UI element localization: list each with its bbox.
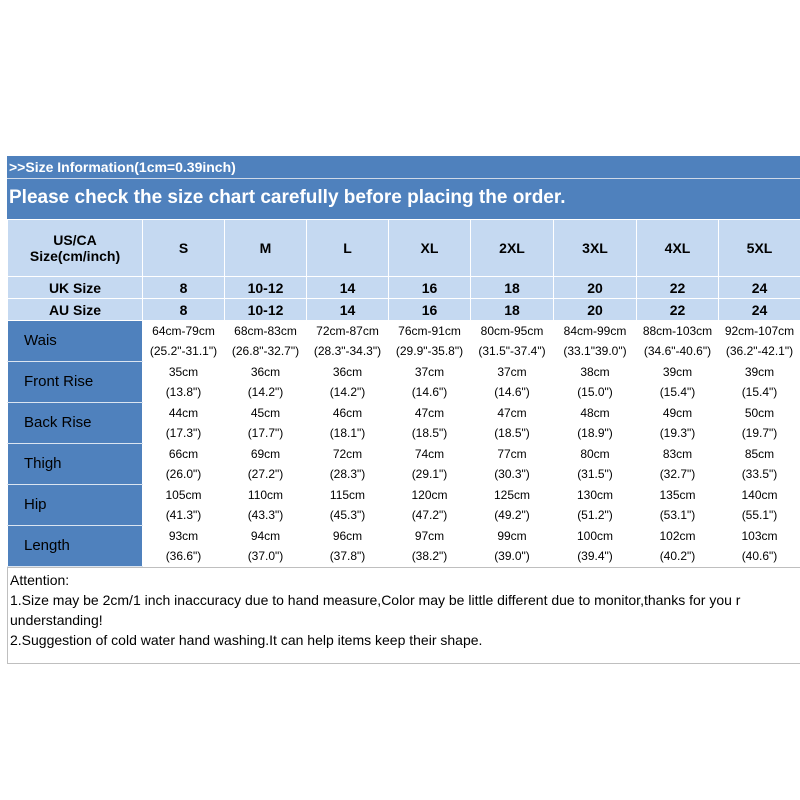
measurement-cm: 94cm (250, 529, 281, 543)
measurement-inch: (37.8") (329, 549, 366, 563)
measurement-cell (554, 485, 637, 526)
measurement-inch: (33.5") (741, 467, 778, 481)
measurement-cell (554, 321, 637, 362)
measurement-cm: 38cm (580, 365, 610, 379)
measurement-cm: 110cm (247, 488, 284, 502)
measurement-cm: 48cm (580, 406, 610, 420)
measurement-cell (143, 444, 225, 485)
measurement-cm: 76cm-91cm (398, 324, 461, 338)
measurement-inch: (45.3") (329, 508, 366, 522)
measurement-cm: 72cm (332, 447, 363, 461)
measurement-cell (143, 526, 225, 567)
measurement-cm: 135cm (659, 488, 696, 502)
attention-note-2: 2.Suggestion of cold water hand washing.It can help items keep their shape. (10, 632, 483, 648)
measurement-cell (307, 526, 389, 567)
measurement-inch: (55.1") (741, 508, 778, 522)
measurement-cell (143, 485, 225, 526)
size-table (7, 219, 800, 567)
measurement-cell (554, 526, 637, 567)
au-size-cell: 14 (307, 299, 389, 321)
measurement-label: Back Rise (8, 403, 143, 444)
measurement-cm: 72cm-87cm (316, 324, 379, 338)
measurement-cell (225, 403, 307, 444)
measurement-cell (471, 485, 554, 526)
measurement-inch: (31.5") (577, 467, 613, 481)
measurement-inch: (18.5") (494, 426, 530, 440)
measurement-cell (225, 362, 307, 403)
measurement-inch: (33.1"39.0") (563, 344, 627, 358)
measurement-cm: 74cm (414, 447, 445, 461)
size-chart (7, 156, 800, 664)
measurement-cm: 92cm-107cm (724, 324, 795, 338)
measurement-cell (307, 362, 389, 403)
measurement-cell (143, 403, 225, 444)
measurement-row (8, 444, 800, 485)
measurement-inch: (19.3") (659, 426, 696, 440)
measurement-cell (719, 526, 800, 567)
uk-size-cell: 16 (389, 277, 471, 299)
measurement-cell (471, 321, 554, 362)
measurement-cm: 36cm (250, 365, 281, 379)
measurement-cm: 39cm (662, 365, 693, 379)
measurement-cm: 64cm-79cm (152, 324, 215, 338)
measurement-label: Front Rise (8, 362, 143, 403)
measurement-cell (719, 485, 800, 526)
size-2xl: 2XL (471, 220, 554, 277)
uk-size-cell: 22 (637, 277, 719, 299)
measurement-cm: 36cm (332, 365, 363, 379)
measurement-inch: (28.3"-34.3") (313, 344, 382, 358)
measurement-inch: (53.1") (659, 508, 696, 522)
measurement-inch: (17.7") (247, 426, 284, 440)
measurement-cell (471, 403, 554, 444)
measurement-cm: 85cm (744, 447, 775, 461)
measurement-label: Wais (8, 321, 143, 362)
measurement-cm: 99cm (497, 529, 527, 543)
measurement-cm: 47cm (497, 406, 527, 420)
measurement-inch: (40.2") (659, 549, 696, 563)
uk-size-cell: 14 (307, 277, 389, 299)
measurement-inch: (41.3") (165, 508, 202, 522)
measurement-row (8, 485, 800, 526)
measurement-cell (225, 485, 307, 526)
measurement-inch: (13.8") (165, 385, 202, 399)
measurement-row (8, 321, 800, 362)
measurement-cm: 37cm (414, 365, 445, 379)
measurement-inch: (34.6"-40.6") (643, 344, 712, 358)
measurement-inch: (39.4") (577, 549, 613, 563)
measurement-cm: 80cm (580, 447, 610, 461)
measurement-cm: 37cm (497, 365, 527, 379)
size-banner (7, 156, 800, 219)
size-l: L (307, 220, 389, 277)
measurement-inch: (17.3") (165, 426, 202, 440)
measurement-label: Hip (8, 485, 143, 526)
uk-size-cell: 20 (554, 277, 637, 299)
uk-size-label: UK Size (8, 277, 143, 299)
measurement-inch: (32.7") (659, 467, 696, 481)
measurement-cm: 97cm (414, 529, 445, 543)
measurement-cell (719, 444, 800, 485)
size-3xl: 3XL (554, 220, 637, 277)
header-stub-line2: Size(cm/inch) (29, 248, 121, 264)
au-size-row (8, 299, 800, 321)
measurement-inch: (15.0") (577, 385, 613, 399)
measurement-cm: 105cm (165, 488, 202, 502)
measurement-inch: (51.2") (577, 508, 613, 522)
measurement-inch: (25.2"-31.1") (149, 344, 218, 358)
measurement-cell (389, 321, 471, 362)
measurement-cell (225, 526, 307, 567)
measurement-cm: 66cm (168, 447, 199, 461)
measurement-cell (471, 526, 554, 567)
au-size-cell: 22 (637, 299, 719, 321)
measurement-cell (389, 526, 471, 567)
measurement-cell (637, 526, 719, 567)
measurement-cm: 44cm (168, 406, 199, 420)
size-5xl: 5XL (719, 220, 800, 277)
attention-note-1: 1.Size may be 2cm/1 inch inaccuracy due to hand measure,Color may be little different due to monitor,thanks for you r understanding! (10, 592, 741, 628)
measurement-inch: (18.5") (411, 426, 448, 440)
measurement-inch: (26.8"-32.7") (231, 344, 300, 358)
size-check-notice: Please check the size chart carefully before placing the order. (9, 187, 566, 208)
au-size-cell: 20 (554, 299, 637, 321)
measurement-cm: 103cm (741, 529, 778, 543)
measurement-row (8, 362, 800, 403)
size-s: S (143, 220, 225, 277)
measurement-inch: (14.2") (247, 385, 284, 399)
measurement-inch: (27.2") (247, 467, 284, 481)
measurement-cm: 115cm (329, 488, 366, 502)
measurement-cell (307, 321, 389, 362)
measurement-cell (225, 444, 307, 485)
measurement-inch: (26.0") (165, 467, 202, 481)
measurement-cm: 69cm (250, 447, 281, 461)
header-stub (8, 220, 143, 277)
measurement-cell (143, 321, 225, 362)
uk-size-cell: 24 (719, 277, 800, 299)
measurement-cell (719, 403, 800, 444)
measurement-cell (389, 403, 471, 444)
measurement-cell (225, 321, 307, 362)
uk-size-row (8, 277, 800, 299)
measurement-cell (389, 485, 471, 526)
measurement-inch: (40.6") (741, 549, 778, 563)
measurement-cm: 88cm-103cm (642, 324, 713, 338)
measurement-inch: (29.9"-35.8") (395, 344, 464, 358)
uk-size-cell: 8 (143, 277, 225, 299)
measurement-inch: (37.0") (247, 549, 284, 563)
measurement-row (8, 526, 800, 567)
measurement-cm: 45cm (250, 406, 281, 420)
attention-notes (8, 567, 800, 650)
au-size-cell: 8 (143, 299, 225, 321)
measurement-inch: (39.0") (494, 549, 530, 563)
au-size-cell: 16 (389, 299, 471, 321)
measurement-cm: 120cm (411, 488, 448, 502)
measurement-cm: 46cm (332, 406, 363, 420)
attention-title: Attention: (10, 572, 70, 588)
measurement-cell (637, 444, 719, 485)
measurement-inch: (38.2") (411, 549, 448, 563)
measurement-inch: (36.6") (165, 549, 202, 563)
measurement-cm: 50cm (744, 406, 775, 420)
au-size-cell: 18 (471, 299, 554, 321)
measurement-cm: 93cm (168, 529, 199, 543)
measurement-cell (637, 321, 719, 362)
measurement-inch: (14.6") (411, 385, 448, 399)
measurement-cm: 83cm (662, 447, 693, 461)
measurement-cell (554, 444, 637, 485)
size-xl: XL (389, 220, 471, 277)
measurement-inch: (18.1") (329, 426, 366, 440)
measurement-inch: (43.3") (247, 508, 284, 522)
measurement-inch: (14.6") (494, 385, 530, 399)
measurement-inch: (29.1") (411, 467, 448, 481)
au-size-cell: 24 (719, 299, 800, 321)
measurement-cell (719, 321, 800, 362)
measurement-cm: 35cm (168, 365, 199, 379)
measurement-cm: 68cm-83cm (234, 324, 297, 338)
header-stub-line1: US/CA (53, 232, 97, 248)
measurement-cell (637, 362, 719, 403)
measurement-inch: (15.4") (741, 385, 778, 399)
measurement-inch: (31.5"-37.4") (478, 344, 546, 358)
uk-size-cell: 18 (471, 277, 554, 299)
size-4xl: 4XL (637, 220, 719, 277)
size-info-title: >>Size Information(1cm=0.39inch) (7, 156, 800, 179)
measurement-cm: 47cm (414, 406, 445, 420)
measurement-cm: 100cm (576, 529, 614, 543)
measurement-cell (307, 485, 389, 526)
measurement-cell (471, 362, 554, 403)
measurement-cell (719, 362, 800, 403)
measurement-cell (554, 362, 637, 403)
measurement-inch: (49.2") (494, 508, 530, 522)
measurement-inch: (47.2") (411, 508, 448, 522)
measurement-cell (307, 403, 389, 444)
size-table-body (8, 220, 800, 567)
measurement-inch: (18.9") (577, 426, 613, 440)
measurement-cm: 102cm (659, 529, 696, 543)
measurement-inch: (14.2") (329, 385, 366, 399)
measurement-cm: 80cm-95cm (480, 324, 544, 338)
measurement-cell (389, 362, 471, 403)
measurement-cell (471, 444, 554, 485)
measurement-label: Length (8, 526, 143, 567)
measurement-cell (389, 444, 471, 485)
au-size-label: AU Size (8, 299, 143, 321)
measurement-cm: 140cm (741, 488, 778, 502)
measurement-cell (307, 444, 389, 485)
size-m: M (225, 220, 307, 277)
measurement-cm: 84cm-99cm (563, 324, 627, 338)
measurement-cm: 130cm (576, 488, 614, 502)
header-row (8, 220, 800, 277)
uk-size-cell: 10-12 (225, 277, 307, 299)
measurement-row (8, 403, 800, 444)
measurement-label: Thigh (8, 444, 143, 485)
measurement-cm: 125cm (493, 488, 531, 502)
measurement-cell (637, 485, 719, 526)
measurement-cell (554, 403, 637, 444)
measurement-cell (143, 362, 225, 403)
measurement-cm: 96cm (332, 529, 363, 543)
measurement-inch: (36.2"-42.1") (725, 344, 794, 358)
measurement-cm: 49cm (662, 406, 693, 420)
measurement-inch: (19.7") (741, 426, 778, 440)
au-size-cell: 10-12 (225, 299, 307, 321)
notes-box (7, 567, 800, 664)
measurement-cm: 77cm (497, 447, 527, 461)
measurement-inch: (15.4") (659, 385, 696, 399)
measurement-inch: (30.3") (494, 467, 530, 481)
measurement-cm: 39cm (744, 365, 775, 379)
measurement-inch: (28.3") (329, 467, 366, 481)
measurement-cell (637, 403, 719, 444)
